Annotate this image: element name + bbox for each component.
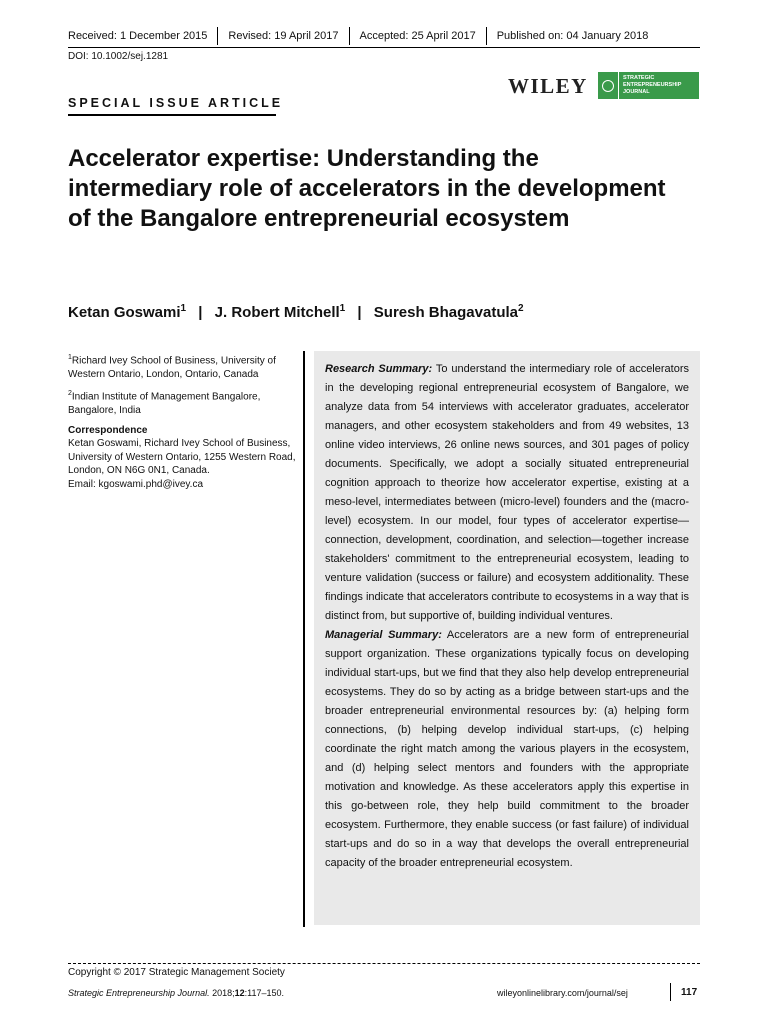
- page-number: 117: [681, 987, 698, 998]
- footer-rule: [68, 963, 700, 964]
- wiley-logo: WILEY: [508, 74, 588, 98]
- journal-year: 2018;: [212, 988, 235, 998]
- header-rule: [68, 47, 700, 48]
- author-list: [68, 303, 524, 321]
- doi: DOI: 10.1002/sej.1281: [68, 51, 169, 62]
- affiliation: $^1$Richard Ivey School of Business, University of Western Ontario, London, Ontario, Canada: [68, 354, 276, 380]
- received-date: Received: 1 December 2015: [68, 27, 218, 45]
- accepted-date: Accepted: 25 April 2017: [350, 27, 487, 45]
- page-number-divider: [670, 983, 671, 1001]
- journal-logo-line: STRATEGIC: [623, 75, 655, 81]
- affiliation: $^2$Indian Institute of Management Bangalore, Bangalore, India: [68, 390, 261, 417]
- research-summary-label: Research Summary:: [325, 363, 433, 375]
- journal-citation: [68, 988, 284, 998]
- journal-logo-icon: [598, 72, 619, 99]
- journal-name: Strategic Entrepreneurship Journal.: [68, 988, 210, 998]
- author-separator: |: [357, 304, 362, 321]
- research-summary: [325, 360, 689, 626]
- journal-logo-line: ENTREPRENEURSHIP: [623, 82, 682, 88]
- article-type: SPECIAL ISSUE ARTICLE: [68, 96, 284, 110]
- author-name: J. Robert Mitchell: [214, 304, 340, 321]
- journal-logo: [598, 72, 699, 99]
- author-affil-mark: 1: [180, 303, 187, 314]
- correspondence-email: Email: kgoswami.phd@ivey.ca: [68, 478, 204, 490]
- author-name: Ketan Goswami: [68, 304, 181, 321]
- abstract: [325, 360, 689, 873]
- correspondence-address: Ketan Goswami, Richard Ivey School of Business, University of Western Ontario, 1255 Western Road, London, ON N6G 0N1, Canada.: [68, 438, 296, 477]
- journal-volume: 12: [234, 988, 245, 998]
- affiliations: [68, 351, 300, 491]
- journal-logo-line: JOURNAL: [623, 89, 650, 95]
- publication-dates: [68, 27, 658, 45]
- research-summary-text: To understand the intermediary role of accelerators in the developing regional entrepreneurial ecosystem of Bangalore, we analyze data from 54 interviews with accelerator graduates, accelerator managers, and other ecosystem stakeholders and from 49 websites, 13 online video interviews, 26 online news sources, and 301 pages of policy documents. Specifically, we adopt a socially situated entrepreneurial cognition approach to theorize how accelerator expertise, existing at a meso-level, intermediates between (micro-level) founders and the (macro-level) ecosystem. In our model, four types of accelerator expertise—connection, development, coordination, and selection—together increase stakeholders' commitment to the entrepreneurial ecosystem, leading to venture validation (success or failure) and ecosystem additionality. These findings indicate that accelerators contribute to ecosystems in a way that is distinct from, but supportive of, building individual ventures.: [325, 363, 689, 622]
- managerial-summary-label: Managerial Summary:: [325, 629, 442, 641]
- article-title: Accelerator expertise: Understanding the intermediary role of accelerators in the development of the Bangalore entrepreneurial ecosystem: [68, 145, 666, 232]
- correspondence-heading: Correspondence: [68, 424, 148, 436]
- author-affil-mark: 1: [339, 303, 346, 314]
- published-date: Published on: 04 January 2018: [496, 30, 649, 42]
- journal-pages: :117–150.: [244, 988, 285, 998]
- revised-date: Revised: 19 April 2017: [218, 27, 349, 45]
- author-name: Suresh Bhagavatula: [373, 304, 518, 321]
- managerial-summary-text: Accelerators are a new form of entrepreneurial support organization. These organizations typically focus on developing individual start-ups, but we find that they also help develop entrepreneurial ecosystems. They do so by acting as a bridge between start-ups and the broader entrepreneurial environmental resources by: (a) helping form connections, (b) helping develop individual start-ups, (c) helping coordinate the right match among the various players in the ecosystem, and (d) helping select mentors and founders with the appropriate motivation and knowledge. As these accelerators apply this expertise in this go-between role, they help build commitment to the broader ecosystem. Furthermore, they enable success (or fast failure) of individual start-ups and do so in a way that develops the overall entrepreneurial capacity of the broader entrepreneurial ecosystem.: [325, 629, 689, 869]
- author-separator: |: [198, 304, 203, 321]
- article-type-rule: [68, 114, 276, 116]
- author-affil-mark: 2: [518, 303, 524, 314]
- column-divider: [303, 351, 305, 927]
- managerial-summary: [325, 626, 689, 873]
- journal-url[interactable]: wileyonlinelibrary.com/journal/sej: [497, 988, 628, 998]
- copyright: Copyright © 2017 Strategic Management Society: [68, 967, 285, 978]
